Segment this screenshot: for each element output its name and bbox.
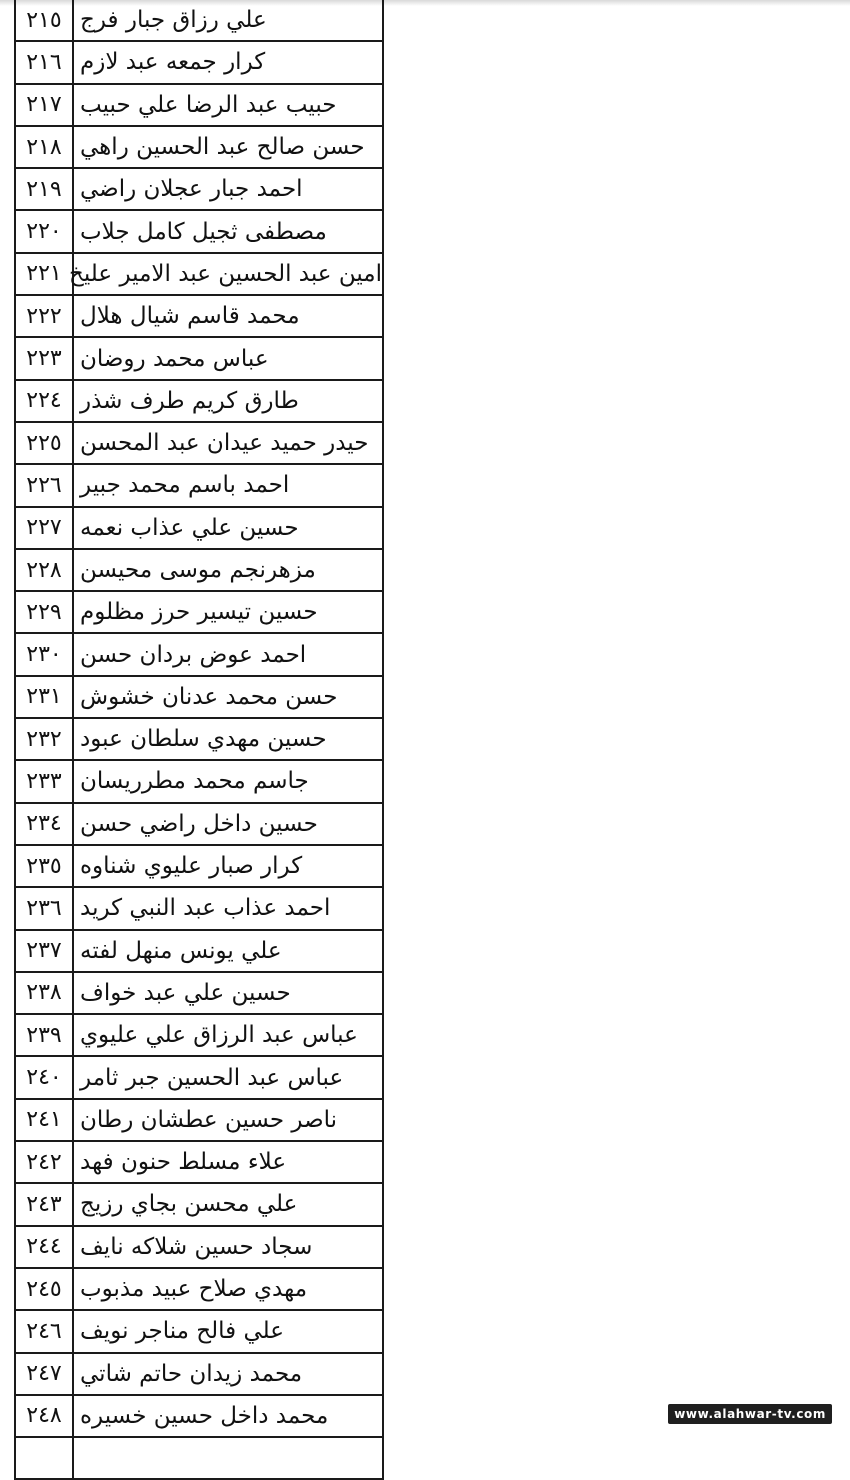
person-name: حسين علي عبد خواف: [80, 979, 291, 1006]
row-name-cell: [73, 803, 383, 845]
row-name-cell: [73, 1183, 383, 1225]
names-table-body: [15, 0, 383, 1479]
table-row: [15, 1395, 383, 1437]
table-row: [15, 1310, 383, 1352]
row-number: ٢١٥: [15, 0, 73, 41]
row-number: ٢٢٧: [15, 507, 73, 549]
row-name-cell: [73, 1226, 383, 1268]
row-name-cell: [73, 549, 383, 591]
table-row: [15, 887, 383, 929]
person-name: حسن محمد عدنان خشوش: [80, 683, 338, 710]
table-row: [15, 507, 383, 549]
row-number: ٢٣٨: [15, 972, 73, 1014]
row-name-cell: [73, 1056, 383, 1098]
person-name: عباس محمد روضان: [80, 345, 269, 372]
row-name-cell: [69, 253, 383, 295]
person-name: محمد داخل حسين خسيره: [80, 1402, 329, 1429]
table-row: [15, 1437, 383, 1479]
person-name: احمد جبار عجلان راضي: [80, 176, 303, 203]
person-name: علي محسن بجاي رزيج: [80, 1191, 298, 1218]
table-row: [15, 168, 383, 210]
person-name: محمد قاسم شيال هلال: [80, 303, 300, 330]
row-number: ٢٤٥: [15, 1268, 73, 1310]
table-row: [15, 464, 383, 506]
row-name-cell: [73, 1310, 383, 1352]
row-name-cell: [73, 41, 383, 83]
row-name-cell: [73, 84, 383, 126]
table-row: [15, 1353, 383, 1395]
row-number: ٢٤٤: [15, 1226, 73, 1268]
table-row: [15, 676, 383, 718]
row-number: ٢١٧: [15, 84, 73, 126]
table-row: [15, 253, 383, 295]
row-number: ٢٣٦: [15, 887, 73, 929]
row-number: ٢٤٠: [15, 1056, 73, 1098]
row-number: ٢٣٢: [15, 718, 73, 760]
table-row: [15, 1141, 383, 1183]
table-row: [15, 930, 383, 972]
table-row: [15, 1099, 383, 1141]
row-number: ٢٤١: [15, 1099, 73, 1141]
person-name: احمد باسم محمد جبير: [80, 472, 290, 499]
person-name: علي رزاق جبار فرج: [80, 7, 267, 34]
row-name-cell: [73, 760, 383, 802]
person-name: حيدر حميد عيدان عبد المحسن: [80, 430, 369, 457]
row-name-cell: [73, 930, 383, 972]
row-number: ٢٤٧: [15, 1353, 73, 1395]
table-row: [15, 1268, 383, 1310]
row-number: ٢٢٨: [15, 549, 73, 591]
person-name: مزهرنجم موسى محيسن: [80, 557, 316, 583]
table-row: [15, 549, 383, 591]
table-row: [15, 718, 383, 760]
table-row: [15, 1226, 383, 1268]
row-number: ٢٣٧: [15, 930, 73, 972]
row-number: ٢٢١: [15, 253, 73, 295]
row-name-cell: [73, 168, 383, 210]
person-name: حسين علي عذاب نعمه: [80, 514, 299, 541]
person-name: جاسم محمد مطرريسان: [80, 768, 309, 795]
row-number: ٢٢٤: [15, 380, 73, 422]
row-name-cell: [73, 337, 383, 379]
person-name: حسين داخل راضي حسن: [80, 810, 318, 837]
row-name-cell: [73, 1099, 383, 1141]
row-name-cell: [73, 0, 383, 41]
row-name-cell: [73, 1141, 383, 1183]
row-number: ٢٢٩: [15, 591, 73, 633]
row-name-cell: [73, 845, 383, 887]
table-row: [15, 1056, 383, 1098]
person-name: عباس عبد الرزاق علي عليوي: [80, 1022, 358, 1049]
row-number: ٢٣٤: [15, 803, 73, 845]
row-name-cell: [73, 295, 383, 337]
table-row: [15, 41, 383, 83]
row-number: ٢٢٠: [15, 210, 73, 252]
row-number: ٢١٦: [15, 41, 73, 83]
row-number: ٢٣٩: [15, 1014, 73, 1056]
table-row: [15, 633, 383, 675]
row-number: ٢٤٢: [15, 1141, 73, 1183]
person-name: ناصر حسين عطشان رطان: [80, 1106, 338, 1133]
person-name: كرار صبار عليوي شناوه: [80, 853, 303, 880]
row-number: ٢٤٨: [15, 1395, 73, 1437]
row-name-cell: [73, 1268, 383, 1310]
row-name-cell: [73, 887, 383, 929]
site-watermark: www.alahwar-tv.com: [668, 1404, 832, 1424]
row-number: ٢١٨: [15, 126, 73, 168]
person-name: كرار جمعه عبد لازم: [80, 49, 266, 76]
names-table: [14, 0, 384, 1480]
row-name-cell: [73, 1437, 383, 1479]
person-name: حسين تيسير حرز مظلوم: [80, 599, 318, 626]
row-name-cell: [73, 380, 383, 422]
row-number: ٢٣٠: [15, 633, 73, 675]
person-name: حبيب عبد الرضا علي حبيب: [80, 91, 337, 118]
person-name: احمد عوض بردان حسن: [80, 641, 307, 668]
table-row: [15, 84, 383, 126]
table-row: [15, 380, 383, 422]
row-number: ٢٤٣: [15, 1183, 73, 1225]
table-row: [15, 845, 383, 887]
person-name: محمد زيدان حاتم شاتي: [80, 1360, 303, 1387]
table-row: [15, 337, 383, 379]
table-row: [15, 803, 383, 845]
table-row: [15, 760, 383, 802]
row-name-cell: [73, 1353, 383, 1395]
row-name-cell: [73, 126, 383, 168]
table-row: [15, 1183, 383, 1225]
row-number: ٢٢٦: [15, 464, 73, 506]
person-name: مهدي صلاح عبيد مذبوب: [80, 1276, 308, 1303]
person-name: سجاد حسين شلاكه نايف: [80, 1233, 313, 1260]
row-name-cell: [73, 591, 383, 633]
table-row: [15, 1014, 383, 1056]
row-name-cell: [73, 1014, 383, 1056]
row-number: ٢٣٣: [15, 760, 73, 802]
table-row: [15, 210, 383, 252]
person-name: حسن صالح عبد الحسين راهي: [80, 134, 365, 161]
row-number: [15, 1437, 73, 1479]
row-number: ٢١٩: [15, 168, 73, 210]
row-number: ٢٣١: [15, 676, 73, 718]
row-name-cell: [73, 464, 383, 506]
person-name: عباس عبد الحسين جبر ثامر: [80, 1064, 344, 1091]
table-row: [15, 422, 383, 464]
table-row: [15, 126, 383, 168]
row-name-cell: [73, 633, 383, 675]
row-name-cell: [73, 507, 383, 549]
row-name-cell: [73, 422, 383, 464]
row-name-cell: [73, 1395, 383, 1437]
person-name: احمد عذاب عبد النبي كريد: [80, 895, 331, 922]
person-name: حسين مهدي سلطان عبود: [80, 726, 327, 753]
table-row: [15, 295, 383, 337]
person-name: علي فالح مناجر نويف: [80, 1318, 284, 1345]
person-name: مصطفى ثجيل كامل جلاب: [80, 218, 327, 245]
row-name-cell: [73, 676, 383, 718]
table-row: [15, 0, 383, 41]
row-number: ٢٢٣: [15, 337, 73, 379]
row-name-cell: [73, 718, 383, 760]
row-number: ٢٢٥: [15, 422, 73, 464]
row-number: ٢٤٦: [15, 1310, 73, 1352]
table-row: [15, 972, 383, 1014]
person-name: علاء مسلط حنون فهد: [80, 1149, 287, 1176]
row-name-cell: [73, 210, 383, 252]
person-name: طارق كريم طرف شذر: [80, 387, 299, 414]
row-number: ٢٢٢: [15, 295, 73, 337]
person-name: امين عبد الحسين عبد الامير عليخ: [69, 260, 382, 287]
person-name: علي يونس منهل لفته: [80, 937, 282, 964]
table-row: [15, 591, 383, 633]
row-name-cell: [73, 972, 383, 1014]
row-number: ٢٣٥: [15, 845, 73, 887]
